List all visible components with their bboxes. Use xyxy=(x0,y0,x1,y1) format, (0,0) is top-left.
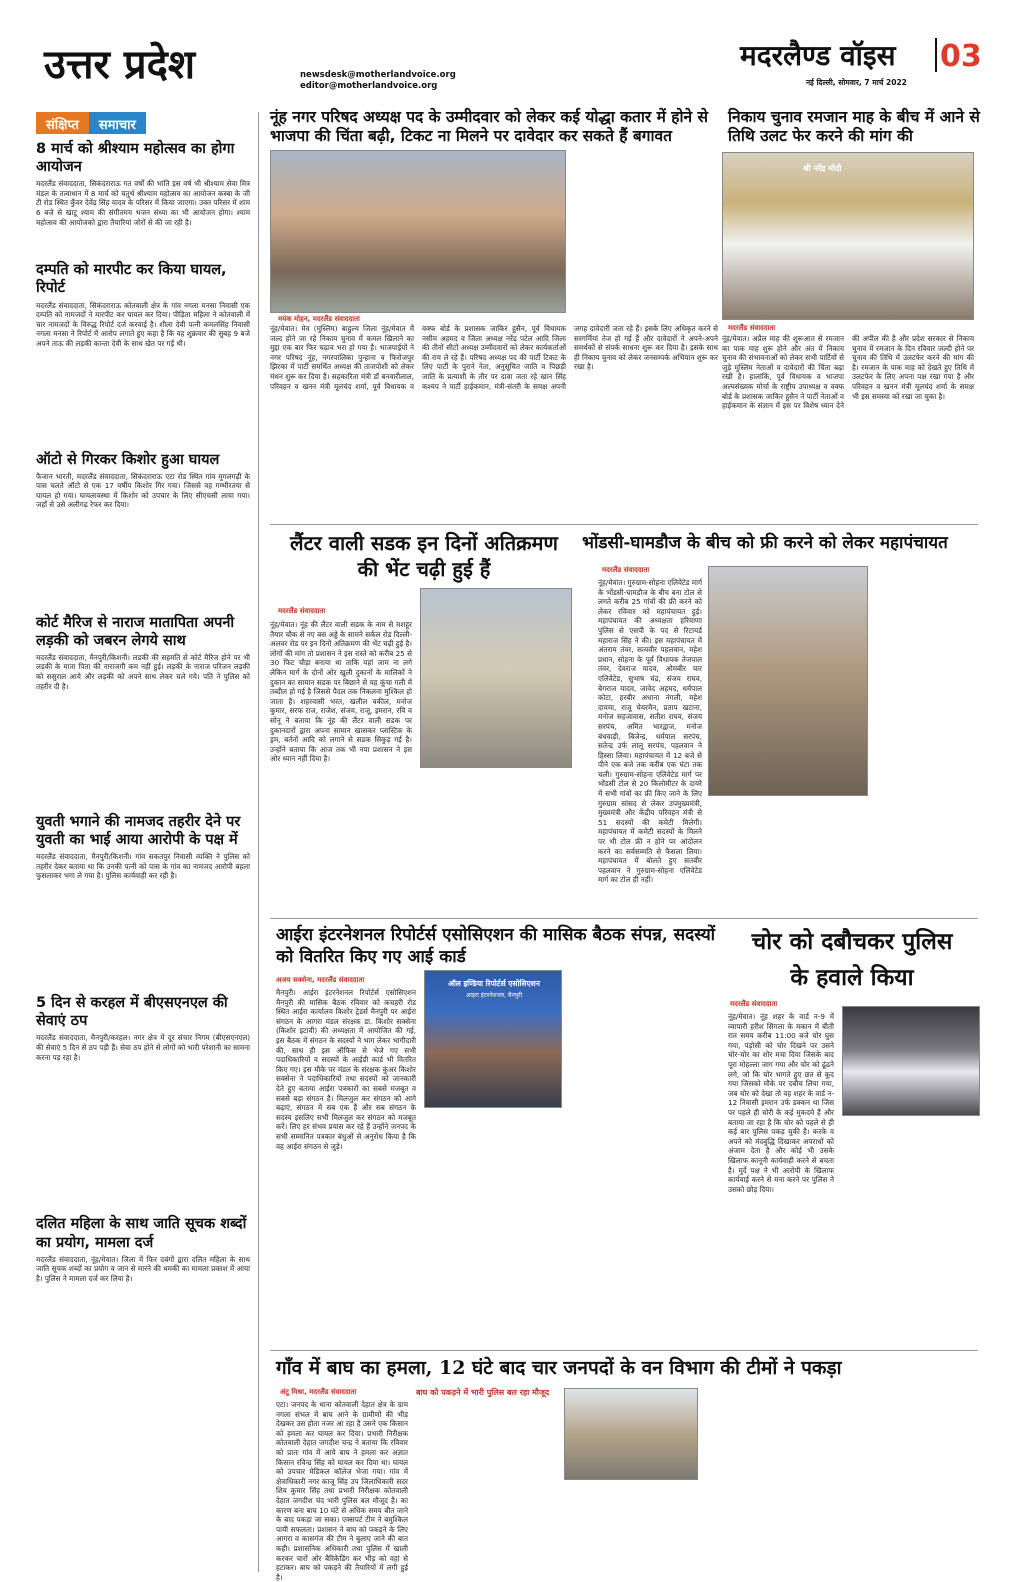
photo-banner-title: ऑल इण्डिया रिपोर्टर्स एसोसिएशन xyxy=(448,979,540,988)
article-1-headline: नूंह नगर परिषद अध्यक्ष पद के उम्मीदवार को लेकर कई योद्धा कतार में होने से भाजपा की चिंता बढ़ी, टिकट ना मिलने पर दावेदार कर सकते हैं बगावत xyxy=(270,108,709,145)
brief-item-7 xyxy=(36,1215,250,1374)
article-7-photo xyxy=(564,1388,698,1480)
article-4-byline: मदरलैंड संवाददाता xyxy=(602,566,650,574)
article-7-body-cont2 xyxy=(564,1486,698,1570)
article-1-byline: मयंक मोहन, मदरलैंड संवाददाता xyxy=(278,315,360,323)
article-2-headline: निकाय चुनाव रमजान माह के बीच में आने से तिथि उलट फेर करने की मांग की xyxy=(728,108,980,145)
article-4-headline: भोंडसी-घामडौज के बीच को फ्री करने को लेकर महापंचायत xyxy=(582,533,948,553)
article-1-photo xyxy=(270,150,566,313)
page-number: 03 xyxy=(940,39,982,74)
article-7-headline: गाँव में बाघ का हमला, 12 घंटे बाद चार जनपदों के वन विभाग की टीमों ने पकड़ा xyxy=(276,1357,842,1379)
article-6-photo xyxy=(842,1006,980,1116)
article-4-body-cont xyxy=(708,802,868,912)
article-3-photo xyxy=(420,588,572,768)
brief-tag-1: संक्षिप्त xyxy=(36,112,89,134)
brief-text: मदरलैंड संवाददाता, मैनपुरी/किशनी। गांव सकतपुर निवासी व्यक्ति ने पुलिस को तहरीर देकर बताया था कि उनकी पत्नी को पास के गांव का नामजद आरोपी बहला फुसलाकर भगा ले गया है। पुलिस कार्यवाही कर रही है। xyxy=(36,852,250,881)
email-newsdesk[interactable]: newsdesk@motherlandvoice.org xyxy=(300,70,456,80)
article-4-body-cont2 xyxy=(874,566,978,912)
row-divider xyxy=(270,524,978,525)
brief-text: मदरलैंड संवाददाता, सिकंदराराऊ गत वर्षों की भांति इस वर्ष भी श्रीश्याम सेवा मित्र मंडल के तत्वाधान में 8 मार्च को चतुर्थ श्रीश्याम महोत्सव का आयोजन कस्बा के जी टी रोड स्थित कुँवर देवेंद्र सिंह यादव के परिसर में किया जाएगा। उक्त परिसर में शाम 6 बजे से खाटू श्याम की संगीतमय भजन संध्या का भी आयोजन होगा। श्याम महोत्सव की आयोजको द्वारा तैयारियां जोरों से की जा रही है। xyxy=(36,179,250,227)
brief-title: युवती भगाने की नामजद तहरीर देने पर युवती का भाई आया आरोपी के पक्ष में xyxy=(36,813,241,848)
brief-item-6 xyxy=(36,994,250,1209)
brief-title: दम्पति को मारपीट कर किया घायल, रिपोर्ट xyxy=(36,262,227,297)
row-divider xyxy=(270,918,978,919)
article-4-body: नूंह/मेवात। गुरुग्राम-सोहना एलिवेटेड मार्ग के भोंडसी-घामडौज के बीच बना टोल से लगते करीब 25 गांवों की फ्री करने को लेकर रविवार को महापंचायत हुई। महापंचायत की अध्यक्षता हरियाणा पुलिस से एसपी के पद से रिटायर्ड महाराज सिंह ने की। इस महापंचायत में अंतराम तंवर, सत्यवीर पहलवान, महेश प्रधान, सोहना के पूर्व विधायक तेजपाल तंवर, देवराज यादव, ओमबीर चार एलिवेटेड, सुभाष चंद्र, संजय राघव, बेगराज यादव, जावेद अहमद, धर्मपाल कोटा, हरबीर अधाना नंगली, महेश दायमा, राजू चेयरमैन, प्रताप खटाना, मनोज सहजावास, सतीश राघव, संजय सरपंच, अमित भारद्वाज, मनोज बंधवाड़ी, बिजेन्द्र, धर्मपाल सरपंच, सतेन्द्र उर्फ लालू सरपंच, पहलवान ने हिस्सा लिया। महापंचायत में 12 बजे से पीने एक बजे तक करीब एक घंटा तक चली। गुरुग्राम-सोहना एलिवेटेड मार्ग पर भोंडसी टोल से 20 किलोमीटर के दायरे में सभी गांवों का फ्री किए जाने के लिए गुरुग्राम सांसद से लेकर उपमुख्यमंत्री, मुख्यमंत्री और केंद्रीय परिवहन मंत्री से 51 सदस्यों की कमेटी मिलेगी। महापंचायत में कमेटी सदस्यों के मिलने पर भी टोल फ्री न होने पर आंदोलन करने का सर्वसम्मति से फैसला लिया। महापंचायत में बोलते हुए सतबीर पहलवान ने गुरुग्राम-सोहना एलिवेटेड मार्ग का टोल ही नहीं। xyxy=(598,578,702,885)
article-3-body: नूंह/मेवात। नूंह की लैंटर वाली सडक के नाम से मशहूर तैयार चौक से नए बस अड्डे के सामने सर्कल रोड दिल्ली-अलवर रोड पर इन दिनों अतिक्रमण की भेंट चढ़ी हुई है। लोगों की मांग तो प्रशासन ने इस रास्ते को करीब 25 से 30 फिट चौड़ा बनाया था ताकि यहां जाम ना लगे लेकिन मार्ग के दोनों ओर खुली दुकानों के मालिकों ने दुकान का सामान सडक पर बिछाने से यह कूंचा गली में तब्दील हो गई है जिससे पैदल तक निकलना मुश्किल हो जाता है। शहरवासी भरत, खलील वकील, मनोज कुमार, सरफ राज, राजेश, संजय, राजू, इमरान, रवि व सोनू ने बताया कि नूंह की लैंटर वाली सडक पर दुकानदारों द्वारा अपना सामान खासकर प्लास्टिक के ड्रम, बर्तनों आदि को लगाने से सडक सिकुड़ गई है। उन्होंने बताया कि आज तक भी नपा प्रशासन ने इस ओर ध्यान नहीं दिया है। xyxy=(270,620,412,764)
article-5-headline: आईरा इंटरनेशनल रिपोर्टर्स एसोसिएशन की मासिक बैठक संपन्न, सदस्यों को वितरित किए गए आई कार्ड xyxy=(276,925,716,967)
page-header xyxy=(0,0,1024,100)
brief-text: मदरलैंड संवाददाता, सिकंदराराऊ कोतवाली क्षेत्र के गांव नगला मनसा निवासी एक दम्पति को नामजदों ने मारपीट कर घायल कर दिया। पीड़िता महिला ने कोतवाली में चार नामजदों के विरुद्ध रिपोर्ट दर्ज करवाई है। शीला देवी पत्नी कमलसिंह निवासी नगला मनसा ने रिपोर्ट में आरोप लगाते हुए कहा है कि वह शुक्रवार की सुबह 9 बजे अपने ताऊ की लड़की कान्ता देवी के साथ खेत पर गई थी। xyxy=(36,300,250,348)
article-6-body: नूंह/मेवात। नूंह शहर के वार्ड न-9 में व्यापारी हरीश सिंगला के मकान में बीती रात समय करीब 11:00 बजे चोर घुस गया, पड़ोसी को चोर दिखने पर उसने चोर-चोर का शोर मचा दिया जिसके बाद पूरा मोहल्ला जाग गया और चोर को ढूंढने लगे, जो कि चोर भागते हुए छत से कूद गया जिसको मौके पर दबौच लिया गया, जब चोर को देखा तो वह शहर के वार्ड न- 12 निवासी इमरान उर्फ डक्कन था जिस पर पहले ही चोरी के कई मुकदमे हैं और बताया जा रहा है कि चोर को पहले से ही कई बार पुलिस पकड़ चुकी है। करके व अपने को मंदबुद्धि दिखाकर अपराधों को अंजाम देता है और कोई भी उसके खिलाफ कानूनी कार्यवाही करने से बचता है। मुर्दे पक्ष ने भी आरोपी के खिलाफ कार्यवाई करने से मना करने पर पुलिस ने उसको छोड़ दिया। xyxy=(728,1012,834,1194)
brief-title: ऑटो से गिरकर किशोर हुआ घायल xyxy=(36,451,220,468)
banner-text: श्री नरेंद्र मोदी xyxy=(803,164,842,173)
article-7-body: एटा। जनपद के थाना कोतवाली देहात क्षेत्र के ग्राम नगला संभल में बाघ आने के ग्रामीणों की भीड़ देखकर उस होता नजर आ रहा है उसने एक किसान को हमला कर घायल कर दिया। प्रभारी निरीक्षक कोतवाली देहात जगदीश चन्द्र ने बताया कि रविवार को प्रातः गांव में आये बाघ ने हमला कर अज्ञात किसान रविन्द्र सिंह को घायल कर दिया था। घायल को उपचार मेडिकल कॉलेज भेजा गया। गांव में क्षेत्राधिकारी नगर काजू सिंह उप जिलाधिकारी सदर शिव कुमार सिंह तथा प्रभारी निरीक्षक कोतवाली देहात जगदीश चंद भारी पुलिस बल मौजूद है। का कारण बना बाघ 10 घंटे से अधिक समय बीत जाने के बाद पकड़ा जा सका। एक्सपर्ट टीम ने बमुश्किल पायी सफलता। प्रशासन ने बाघ को पकड़ने के लिए आगरा व कासगंज की टीम ने बुलाए जाने की बात कही। प्रशासनिक अधिकारी तथा पुलिस में खाली करकर चारों ओर बैरिकेडिंग कर भीड़ को वहां से हटाकर। बाघ को पकड़ने की तैयारियों में लगी हुई है। xyxy=(276,1400,408,1582)
article-6-body-cont xyxy=(842,1122,978,1346)
brief-title: कोर्ट मैरिज से नाराज मातापिता अपनी लड़की को जबरन लेगये साथ xyxy=(36,614,235,649)
article-3-headline: लैंटर वाली सडक इन दिनों अतिक्रमण की भेंट चढ़ी हुई हैं xyxy=(290,531,558,581)
article-6-headline: चोर को दबौचकर पुलिस के हवाले किया xyxy=(751,928,953,991)
dateline: नई दिल्ली, सोमवार, 7 मार्च 2022 xyxy=(806,78,907,87)
article-5-body-cont xyxy=(424,1114,714,1346)
masthead-divider xyxy=(935,38,937,72)
article-2-byline: मदरलैंड संवाददाता xyxy=(728,324,776,332)
brief-item-3 xyxy=(36,451,250,608)
article-5-photo xyxy=(424,970,562,1108)
brief-title: दलित महिला के साथ जाति सूचक शब्दों का प्रयोग, मामला दर्ज xyxy=(36,1216,247,1251)
email-editor[interactable]: editor@motherlandvoice.org xyxy=(300,81,438,91)
brief-item-5 xyxy=(36,813,250,988)
article-7-body-cont xyxy=(416,1416,556,1570)
brief-tag xyxy=(36,112,250,134)
article-7-body-cont3 xyxy=(704,1388,840,1570)
article-3-byline: मदरलैंड संवाददाता xyxy=(278,607,326,615)
section-title: उत्तर प्रदेश xyxy=(44,41,196,88)
masthead: मदरलैण्ड वॉइस xyxy=(740,39,896,72)
brief-text: मदरलैंड संवाददाता, मैनपुरी/किशनी। लडकी की सहमति से कोर्ट मैरिज होने पर भी लड़की के माता पिता की नाराजगी कम नहीं हुई। लड़की के नाराज परिजन लड़की को ससुराल आये और लड़की को अपने साथ लेकर चले गये। पति ने पुलिस को तहरीर दी है। xyxy=(36,652,250,691)
brief-title: 5 दिन से करहल में बीएसएनएल की सेवाएं ठप xyxy=(36,995,228,1030)
article-4-photo xyxy=(708,566,868,796)
article-3-body-cont xyxy=(420,776,572,912)
brief-text: मदरलैंड संवाददाता, नूंह/मेवात। जिला में फिर दबंगों द्वारा दलित महिला के साथ जाति सूचक शब्दों का प्रयोग व जान से मारने की धमकी का मामला प्रकाश में आया है। पुलिस ने मामला दर्ज कर लिया है। xyxy=(36,1254,250,1283)
article-2-photo xyxy=(722,152,974,320)
brief-text: मदरलैंड संवाददाता, मैनपुरी/करहल। नगर क्षेत्र में दूर संचार निगम (बीएसएनएल) की सेवाएं 5 दिन से ठप पड़ी हैं। सेवा ठप होने से लोगों को भारी परेशानी का सामना करना पड़ रहा है। xyxy=(36,1033,250,1062)
article-1-body: नूंह/मेवात। मेव (मुस्लिम) बाहुल्य जिला नूंह/मेवात में जल्द होने जा रहे निकाय चुनाव में कमल खिलाने का मुद्दा एक बार फिर चढ़ाव भरा हो गया है। भाजपाईयों ने नगर परिषद नूंह, नगरपालिका पुन्हाना व फिरोजपुर झिरका में पार्टी समर्थित अध्यक्ष की ताजपोशी को लेकर मंथन शुरू कर दिया है। सहकारिता मंत्री डॉ बनवारीलाल, परिवहन व खनन मंत्री मूलचंद शर्मा, पूर्व विधायक व वक्फ बोर्ड के प्रशासक जाकिर हुसैन, पूर्व विधायक नसीम अहमद व जिला अध्यक्ष नरेंद्र पटेल आदि जिला की तीनों सीटों अध्यक्ष उम्मीदवारों को लेकर कार्यकर्ताओं की राय ले रहे हैं। परिषद अध्यक्ष पद की पार्टी टिकट के लिए पार्टी के पुराने नेता, अनुसूचित जाति व पिछड़ी जाति के प्रत्याशी के तौर पर दावा जता रहे खान सिंह कश्यप ने पार्टी हाईकमान, मंत्री-संतरी के समक्ष अपनी जगह दावेदारी जता रहे हैं। इसके लिए अधिकृत करने से सरगर्मियां तेज हो गई हैं और दावेदारों ने अपने-अपने समर्थकों से संपर्क साधना शुरू कर दिया है। इसके साथ ही निकाय चुनाव को लेकर जनसम्पर्क अभियान शुरू कर रखा है। xyxy=(270,324,718,391)
article-7-byline: अंटू मिश्रा, मदरलैंड संवाददाता xyxy=(280,1388,357,1396)
photo-banner-sub: आइरा इंटरनेशनल, मैनपुरी xyxy=(465,992,523,999)
column-divider xyxy=(258,112,259,1572)
row-divider xyxy=(270,1350,978,1351)
article-5-body: मैनपुरी। आईरा इंटरनेशनल रिपोर्टर्स एसोसिएशन मैनपुरी की मासिक बैठक रविवार को कचहरी रोड स्थित आईरा कार्यालय किशोर ट्रेडर्स मैनपुरी पर आईरा संगठन के आगरा मंडल संरक्षक डा. किशोर सक्सेना (किशोर इटावी) की अध्यक्षता में आयोजित की गई, इस बैठक में संगठन के सदस्यों ने भाग लेकर भागीदारी की, साथ ही इस ऑफिस से भेजे गए सभी पदाधिकारियों व सदस्यों के आईडी कार्ड भी वितरित किए गए। इस मौके पर मंडल के संरक्षक कुंअर किशोर सक्सेना ने पदाधिकारियों तथा सदस्यों को जानकारी देते हुए बताया आईरा पत्रकारों का सबसे मजबूत व सबसे बड़ा संगठन है। मिलजुल कर संगठन को आगे बढ़ाएं, संगठन में सब एक हैं और सब संगठन के सदस्य इसलिए सभी मिलजुल कर संगठन को मजबूत करें। लिए हर संभव प्रयास कर रहे हैं उन्होंने जनपद के सभी सम्मानित पत्रकार बंधुओं से अनुरोध किया है कि वह आईरा संगठन से जुड़े। xyxy=(276,988,416,1151)
brief-column xyxy=(36,112,250,1572)
article-6-byline: मदरलैंड संवाददाता xyxy=(730,1000,778,1008)
article-2-body: नूंह/मेवात। अप्रैल माह की शुरूआत से रमजान का पाक माह शुरू होने और अंत में निकाय चुनाव की संभावनाओं को लेकर सभी पार्टियों से जुड़े मुस्लिम नेताओं व दावेदारों की चिंता बढ़ा रखी है। हालांकि, पूर्व विधायक व भाजपा अल्पसंख्यक मोर्चा के राष्ट्रीय उपाध्यक्ष व वक्फ बोर्ड के प्रशासक जाकिर हुसैन ने पार्टी नेताओं व हाईकमान के संज्ञान में इस पर विशेष ध्यान देने की अपील की है और प्रदेश सरकार से निकाय चुनाव में रमजान के दिन रविवार जल्दी होने पर चुनाव की तिथि में उलटफेर करने की मांग की है। रमजान के पाक माह को देखते हुए तिथि में उलटफेर के लिए अपना पक्ष रखा गया है और परिवहन व खनन मंत्री मूलचंद शर्मा के समक्ष भी इस समस्या को रखा जा चुका है। xyxy=(722,334,974,411)
article-7-body-cont4 xyxy=(846,1388,978,1570)
article-7-subhead: बाघ को पकड़ने में भारी पुलिस बल रहा मौजूद xyxy=(416,1388,550,1397)
brief-item-4 xyxy=(36,614,250,807)
brief-title: 8 मार्च को श्रीश्याम महोत्सव का होगा आयोजन xyxy=(36,141,235,176)
brief-tag-2: समाचार xyxy=(89,112,146,134)
brief-item-2 xyxy=(36,261,250,444)
brief-item-1 xyxy=(36,140,250,255)
article-5-byline: अजय सक्सेना, मदरलैंड संवाददाता xyxy=(276,976,365,984)
brief-text: फैजान भारती, मदरलैंड संवाददाता, सिकंदराराऊ एटा रोड स्थित गांव मुगलगढ़ी के पास चलते ऑटो से एक 17 वर्षीय किशोर गिर गया। जिससे वह गम्भीरतया से घायल हो गया। घायलावस्था में किशोर को उपचार के लिए सीएचसी लाया गया। जहाँ से उसे अलीगढ़ रेफर कर दिया। xyxy=(36,471,250,510)
